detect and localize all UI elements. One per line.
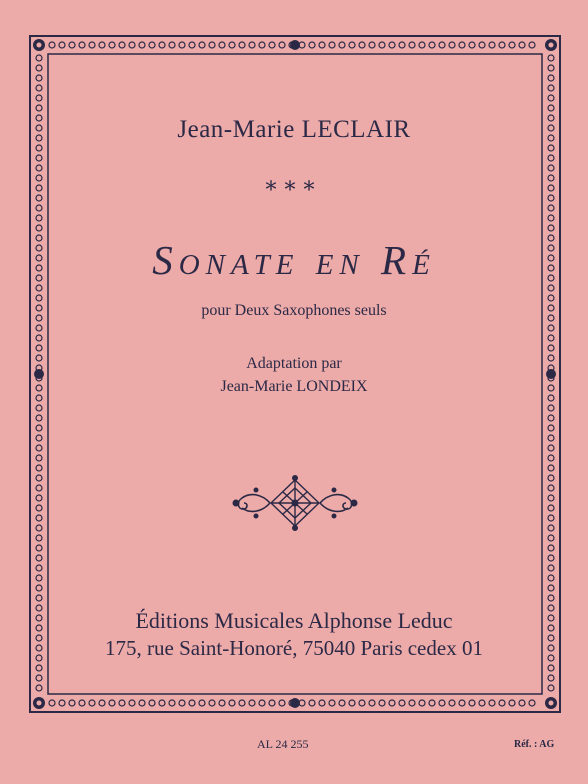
reference-code: Réf. : AG [514,739,555,750]
composer-name: Jean-Marie LECLAIR [177,116,411,143]
catalog-number: AL 24 255 [257,737,309,751]
adaptation-label: Adaptation par [246,355,342,372]
adapter-name: Jean-Marie LONDEIX [220,378,368,395]
publisher-name: Éditions Musicales Alphonse Leduc [135,608,453,633]
publisher-address: 175, rue Saint-Honoré, 75040 Paris cedex 01 [105,636,483,660]
work-title: Sonate en Ré [152,237,436,283]
floral-vignette-icon [226,474,364,532]
instrumentation: pour Deux Saxophones seuls [201,302,387,319]
star-divider: ⁎⁎⁎ [265,170,323,195]
